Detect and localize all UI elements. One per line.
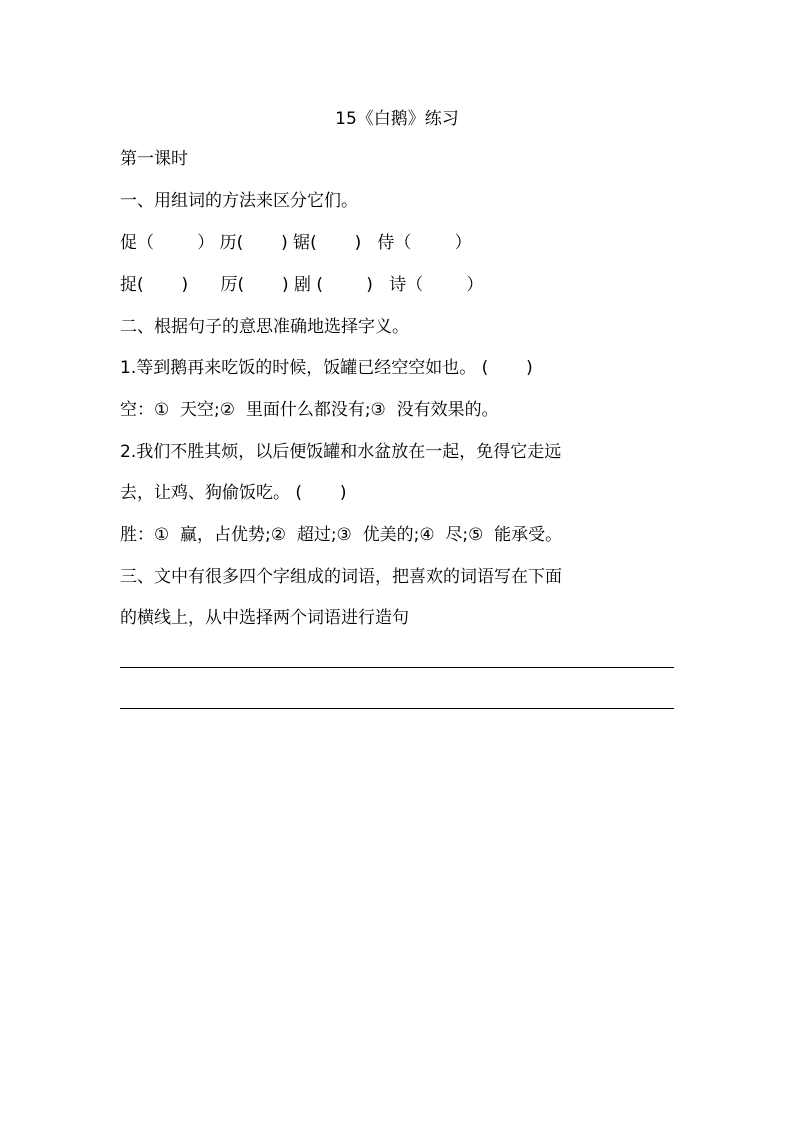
section3-heading-line-1: 三、文中有很多四个字组成的词语，把喜欢的词语写在下面 [120,567,562,587]
question-2-options: 胜：① 赢，占优势;② 超过;③ 优美的;④ 尽;⑤ 能承受。 [120,525,563,545]
question-2-line-1: 2.我们不胜其烦，以后便饭罐和水盆放在一起，免得它走远 [120,442,562,462]
answer-line-1[interactable] [120,667,674,668]
question-2-line-2: 去，让鸡、狗偷饭吃。 ( ) [120,483,347,503]
question-1-options: 空：① 天空;② 里面什么都没有;③ 没有效果的。 [120,400,499,420]
section1-word-row-1: 促（ ） 历( ) 锯( ) 侍（ ） [120,233,472,253]
worksheet-title: 15《白鹅》练习 [335,109,459,129]
question-1: 1.等到鹅再来吃饭的时候，饭罐已经空空如也。 ( ) [120,358,533,378]
worksheet-page [120,0,674,1123]
section3-heading-line-2: 的横线上，从中选择两个词语进行造句 [120,608,409,628]
section1-heading: 一、用组词的方法来区分它们。 [120,191,358,211]
section1-word-row-2: 捉( ) 厉( ) 剧 ( ) 诗（ ） [120,275,484,295]
section2-heading: 二、根据句子的意思准确地选择字义。 [120,317,409,337]
answer-line-2[interactable] [120,708,674,709]
lesson-label: 第一课时 [120,149,188,169]
